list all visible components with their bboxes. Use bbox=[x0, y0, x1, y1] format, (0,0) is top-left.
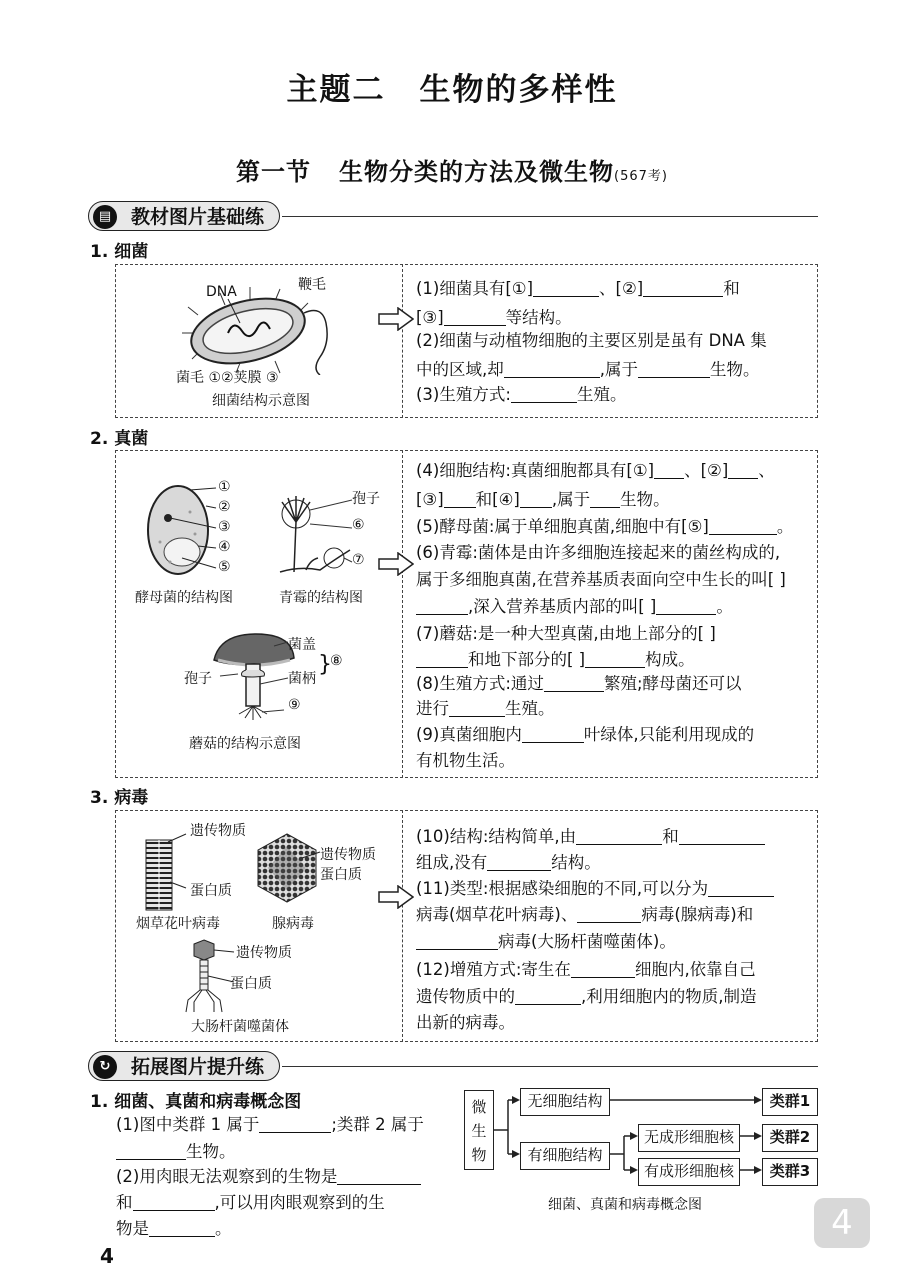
mold-label-7: ⑦ bbox=[352, 552, 365, 568]
fungi-q6-line3: ,深入营养基质内部的叫[ ] 。 bbox=[416, 592, 733, 621]
bacteria-flagellum-label: 鞭毛 bbox=[298, 277, 326, 293]
bacteria-q2-line1: (2)细菌与动植物细胞的主要区别是虽有 DNA 集 bbox=[416, 331, 767, 350]
bacteria-q3: (3)生殖方式: 生殖。 bbox=[416, 385, 627, 404]
virus-q12-line1: (12)增殖方式:寄生在 细胞内,依靠自己 bbox=[416, 960, 756, 979]
fungi-q5: (5)酵母菌:属于单细胞真菌,细胞中有[⑤] 。 bbox=[416, 517, 794, 536]
panel-divider bbox=[402, 810, 403, 1042]
band-basic: ▤ 教材图片基础练 bbox=[88, 201, 280, 231]
virus-q10-line1: (10)结构:结构简单,由 和 bbox=[416, 822, 765, 851]
tmv-protein-label: 蛋白质 bbox=[190, 883, 232, 899]
adeno-protein-label: 蛋白质 bbox=[320, 867, 362, 883]
band-rule bbox=[282, 1066, 818, 1067]
page-number: 4 bbox=[100, 1244, 114, 1268]
bacteria-dna-label: DNA bbox=[206, 284, 237, 300]
panel-divider bbox=[402, 450, 403, 778]
concept-q2-line2: 和 ,可以用肉眼观察到的生 bbox=[116, 1193, 385, 1212]
virus-q11-line1: (11)类型:根据感染细胞的不同,可以分为 bbox=[416, 874, 774, 903]
phage-caption: 大肠杆菌噬菌体 bbox=[191, 1019, 289, 1035]
adenovirus-diagram bbox=[250, 832, 324, 906]
fungi-q6-line2: 属于多细胞真菌,在营养基质表面向空中生长的叫[ ] bbox=[416, 570, 786, 589]
virus-q12-line2: 遗传物质中的 ,利用细胞内的物质,制造 bbox=[416, 987, 757, 1006]
virus-q11-line2: 病毒(烟草花叶病毒)、 病毒(腺病毒)和 bbox=[416, 905, 754, 924]
concept-q1-line2: 生物。 bbox=[116, 1137, 236, 1166]
mushroom-cap-label: 菌盖 bbox=[288, 637, 316, 653]
concept-cell-box: 有细胞结构 bbox=[520, 1142, 610, 1170]
concept-heading: 1. 细菌、真菌和病毒概念图 bbox=[90, 1092, 302, 1112]
virus-q11-line3: 病毒(大肠杆菌噬菌体)。 bbox=[416, 927, 676, 956]
mushroom-label-8: ⑧ bbox=[330, 653, 343, 669]
virus-q12-line3: 出新的病毒。 bbox=[416, 1013, 515, 1032]
fungi-q7-line2: 和地下部分的[ ] 构成。 bbox=[416, 645, 695, 674]
mushroom-stem-label: 菌柄 bbox=[288, 671, 316, 687]
page-badge: 4 bbox=[814, 1198, 870, 1248]
mold-caption: 青霉的结构图 bbox=[279, 590, 363, 606]
concept-q1-line1: (1)图中类群 1 属于 ;类群 2 属于 bbox=[116, 1115, 424, 1134]
concept-q2-line3: 物是 。 bbox=[116, 1219, 232, 1238]
arrow-right-icon bbox=[378, 307, 414, 331]
mushroom-caption: 蘑菇的结构示意图 bbox=[189, 736, 301, 752]
yeast-label-3: ③ bbox=[218, 519, 231, 535]
fungi-q4-line2: [③] 和[④] ,属于 生物。 bbox=[416, 490, 670, 509]
concept-nucleus-box: 有成形细胞核 bbox=[638, 1158, 740, 1186]
arrow-right-icon bbox=[378, 552, 414, 576]
fungi-q9-line1: (9)真菌细胞内 叶绿体,只能利用现成的 bbox=[416, 725, 755, 744]
fungi-q7-line1: (7)蘑菇:是一种大型真菌,由地上部分的[ ] bbox=[416, 624, 716, 643]
bacteria-caption: 细菌结构示意图 bbox=[212, 393, 310, 409]
mold-label-6: ⑥ bbox=[352, 517, 365, 533]
yeast-caption: 酵母菌的结构图 bbox=[135, 590, 233, 606]
virus-heading: 3. 病毒 bbox=[90, 788, 149, 808]
mushroom-spore-label: 孢子 bbox=[184, 671, 212, 687]
arrow-right-icon bbox=[378, 885, 414, 909]
bacteria-q1-line2: [③] 等结构。 bbox=[416, 308, 572, 327]
concept-no-nucleus-box: 无成形细胞核 bbox=[638, 1124, 740, 1152]
brace-icon: } bbox=[318, 652, 332, 677]
yeast-label-4: ④ bbox=[218, 539, 231, 555]
concept-group1-box: 类群1 bbox=[762, 1088, 818, 1116]
bacteria-structure-labels: 菌毛 ①②荚膜 ③ bbox=[176, 370, 279, 386]
mold-spore-label: 孢子 bbox=[352, 491, 380, 507]
fungi-q6-line1: (6)青霉:菌体是由许多细胞连接起来的菌丝构成的, bbox=[416, 543, 781, 562]
page-title: 主题二 生物的多样性 bbox=[286, 72, 618, 108]
phage-protein-label: 蛋白质 bbox=[230, 976, 272, 992]
fungi-q8-line2: 进行 生殖。 bbox=[416, 699, 555, 718]
section-title: 第一节 生物分类的方法及微生物(567考) bbox=[236, 158, 668, 186]
band-extend: ↻ 拓展图片提升练 bbox=[88, 1051, 280, 1081]
tmv-caption: 烟草花叶病毒 bbox=[136, 916, 220, 932]
penicillium-diagram bbox=[276, 492, 356, 582]
bacteria-q2-line2: 中的区域,却 ,属于 生物。 bbox=[416, 360, 760, 379]
adeno-caption: 腺病毒 bbox=[272, 916, 314, 932]
mushroom-label-9: ⑨ bbox=[288, 697, 301, 713]
yeast-label-1: ① bbox=[218, 479, 231, 495]
arrow-curve-icon: ↻ bbox=[93, 1055, 117, 1079]
virus-q10-line2: 组成,没有 结构。 bbox=[416, 853, 601, 872]
fungi-q9-line2: 有机物生活。 bbox=[416, 751, 515, 770]
concept-group3-box: 类群3 bbox=[762, 1158, 818, 1186]
book-icon: ▤ bbox=[93, 205, 117, 229]
fungi-heading: 2. 真菌 bbox=[90, 429, 149, 449]
panel-divider bbox=[402, 264, 403, 418]
fungi-q8-line1: (8)生殖方式:通过 繁殖;酵母菌还可以 bbox=[416, 674, 742, 693]
yeast-label-2: ② bbox=[218, 499, 231, 515]
fungi-q4-line1: (4)细胞结构:真菌细胞都具有[①] 、[②] 、 bbox=[416, 461, 775, 480]
yeast-diagram bbox=[140, 482, 250, 582]
band-rule bbox=[282, 216, 818, 217]
concept-no-cell-box: 无细胞结构 bbox=[520, 1088, 610, 1116]
concept-group2-box: 类群2 bbox=[762, 1124, 818, 1152]
tmv-genetic-label: 遗传物质 bbox=[190, 823, 246, 839]
bacteria-heading: 1. 细菌 bbox=[90, 242, 149, 262]
concept-q2-line1: (2)用肉眼无法观察到的生物是 bbox=[116, 1162, 421, 1191]
phage-genetic-label: 遗传物质 bbox=[236, 945, 292, 961]
yeast-label-5: ⑤ bbox=[218, 559, 231, 575]
section-tag: (567考) bbox=[614, 169, 668, 184]
adeno-genetic-label: 遗传物质 bbox=[320, 847, 376, 863]
bacteria-q1-line1: (1)细菌具有[①] 、[②] 和 bbox=[416, 279, 740, 298]
tmv-diagram bbox=[140, 832, 190, 912]
concept-root-box: 微生物 bbox=[464, 1090, 494, 1170]
concept-map-caption: 细菌、真菌和病毒概念图 bbox=[548, 1197, 702, 1213]
